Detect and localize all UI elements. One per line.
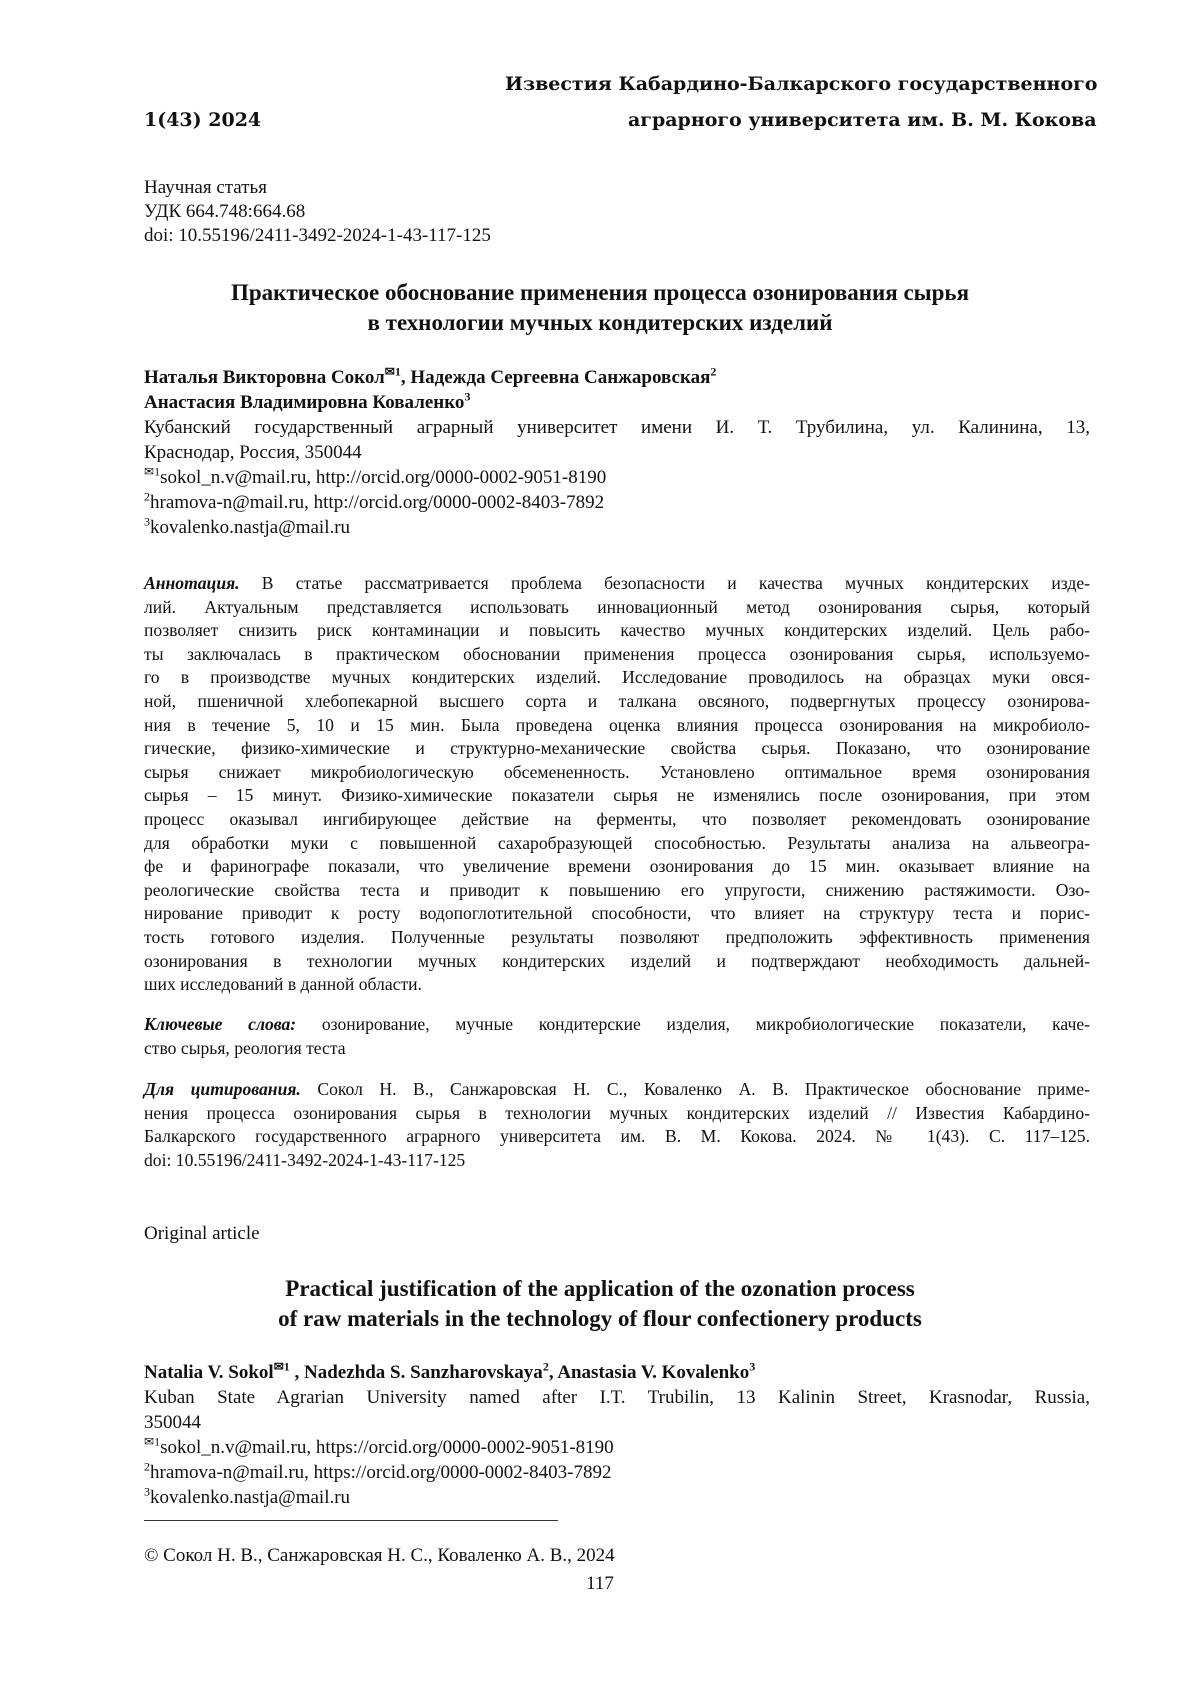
keywords-line xyxy=(144,1013,1090,1037)
citation-line: doi: 10.55196/2411-3492-2024-1-43-117-125 xyxy=(144,1149,466,1170)
contact-en-2 xyxy=(144,1461,611,1485)
abstract-line: ной, пшеничной хлебопекарной высшего сорта и талкана овсяного, подвергнутых процессу озонирова- xyxy=(144,690,1090,711)
contact-ru-1 xyxy=(144,466,606,490)
page-number: 117 xyxy=(586,1573,614,1594)
author-sup: 2 xyxy=(542,1359,549,1374)
contact-email[interactable]: kovalenko.nastja@mail.ru xyxy=(150,517,351,538)
abstract-line: ния в течение 5, 10 и 15 мин. Была проведена оценка влияния процесса озонирования на микробиоло- xyxy=(144,714,1090,735)
affiliation-ru-line1: Кубанский государственный аграрный университет имени И. Т. Трубилина, ул. Калинина, 13, xyxy=(144,417,1090,438)
contact-sup: 2 xyxy=(144,1459,150,1474)
envelope-icon: ✉ xyxy=(384,364,395,379)
udk: УДК 664.748:664.68 xyxy=(144,201,306,222)
abstract-line: сырья – 15 минут. Физико-химические показатели сырья не изменялись после озонирования, при этом xyxy=(144,785,1090,806)
abstract-line: го в производстве мучных кондитерских изделий. Исследование проводилось на образцах муки овся- xyxy=(144,667,1090,688)
title-en-line1: Practical justification of the application of the ozonation process xyxy=(285,1276,915,1301)
contact-email[interactable]: kovalenko.nastja@mail.ru xyxy=(150,1487,351,1508)
authors-ru-line1 xyxy=(144,366,716,390)
contact-email-orcid[interactable]: hramova-n@mail.ru, http://orcid.org/0000-0002-8403-7892 xyxy=(150,492,605,513)
contact-email-orcid[interactable]: hramova-n@mail.ru, https://orcid.org/0000-0002-8403-7892 xyxy=(150,1462,612,1483)
journal-name-line1: Известия Кабардино-Балкарского государственного xyxy=(505,73,1098,95)
contact-en-3 xyxy=(144,1486,350,1510)
abstract-line: ших исследований в данной области. xyxy=(144,974,422,995)
abstract-line: озонирования в технологии мучных кондитерских изделий и подтверждают необходимость дальней- xyxy=(144,950,1090,971)
abstract-line xyxy=(144,572,1090,596)
citation-line xyxy=(144,1078,1090,1102)
citation-label: Для цитирования. xyxy=(144,1079,301,1099)
abstract-line: тость готового изделия. Полученные результаты позволяют предположить эффективность применения xyxy=(144,926,1090,947)
contact-ru-2 xyxy=(144,491,604,515)
author-name: , Anastasia V. Kovalenko xyxy=(548,1362,750,1383)
abstract-ru xyxy=(144,572,1090,997)
keywords-line: ство сырья, реология теста xyxy=(144,1037,346,1058)
contact-email-orcid[interactable]: sokol_n.v@mail.ru, https://orcid.org/0000-0002-9051-8190 xyxy=(160,1437,614,1458)
contact-sup: 2 xyxy=(144,489,150,504)
keywords-ru xyxy=(144,1013,1090,1060)
affiliation-ru-line2: Краснодар, Россия, 350044 xyxy=(144,442,362,463)
article-type-ru: Научная статья xyxy=(144,177,267,198)
issue-number: 1(43) 2024 xyxy=(144,109,262,131)
affiliation-en-line1: Kuban State Agrarian University named after I.T. Trubilin, 13 Kalinin Street, Krasnodar, Russia, xyxy=(144,1387,1090,1408)
envelope-icon: ✉ xyxy=(144,464,155,479)
abstract-line: процесс оказывал ингибирующее действие на ферменты, что позволяет рекомендовать озонирование xyxy=(144,808,1090,829)
title-en-line2: of raw materials in the technology of flour confectionery products xyxy=(278,1306,922,1331)
citation-ru xyxy=(144,1078,1090,1172)
contact-ru-3 xyxy=(144,516,350,540)
author-sup: 2 xyxy=(710,364,717,379)
authors-ru-line2 xyxy=(144,391,470,415)
title-ru-line2: в технологии мучных кондитерских изделий xyxy=(367,310,833,335)
affiliation-en-line2: 350044 xyxy=(144,1412,201,1433)
abstract-line: лий. Актуальным представляется использовать инновационный метод озонирования сырья, который xyxy=(144,596,1090,617)
keywords-label: Ключевые слова: xyxy=(144,1014,297,1034)
doi-ru: doi: 10.55196/2411-3492-2024-1-43-117-125 xyxy=(144,225,491,246)
envelope-icon: ✉ xyxy=(273,1359,284,1374)
abstract-line: гические, физико-химические и структурно-механические свойства сырья. Показано, что озонирование xyxy=(144,738,1090,759)
article-type-en: Original article xyxy=(144,1223,260,1244)
author-sup: 1 xyxy=(394,364,401,379)
contact-en-1 xyxy=(144,1436,614,1460)
authors-en xyxy=(144,1361,755,1385)
keywords-text: озонирование, мучные кондитерские изделия, микробиологические показатели, каче- xyxy=(296,1014,1090,1034)
author-sup: 3 xyxy=(749,1359,756,1374)
contact-email-orcid[interactable]: sokol_n.v@mail.ru, http://orcid.org/0000-0002-9051-8190 xyxy=(160,467,607,488)
abstract-line: позволяет снизить риск контаминации и повысить качество мучных кондитерских изделий. Цель рабо- xyxy=(144,620,1090,641)
author-sup: 3 xyxy=(464,389,471,404)
abstract-line: реологические свойства теста и приводит к повышению его упругости, снижению растяжимости. Озо- xyxy=(144,879,1090,900)
abstract-line: ты заключалась в практическом обосновании применения процесса озонирования сырья, используемо- xyxy=(144,643,1090,664)
citation-line: Балкарского государственного аграрного университета им. В. М. Кокова. 2024. № 1(43). С. 117–125. xyxy=(144,1126,1090,1147)
citation-text: Сокол Н. В., Санжаровская Н. С., Коваленко А. В. Практическое обоснование приме- xyxy=(300,1079,1090,1099)
abstract-line: фе и фаринографе показали, что увеличение времени озонирования до 15 мин. оказывает влияние на xyxy=(144,856,1090,877)
citation-line: нения процесса озонирования сырья в технологии мучных кондитерских изделий // Известия Кабардино- xyxy=(144,1102,1090,1123)
contact-sup: 1 xyxy=(154,1434,161,1449)
author-name: , Nadezhda S. Sanzharovskaya xyxy=(289,1362,543,1383)
author-name: , Надежда Сергеевна Санжаровская xyxy=(400,367,711,388)
contact-sup: 1 xyxy=(154,464,161,479)
author-name: Наталья Викторовна Сокол xyxy=(144,367,385,388)
footnote-divider xyxy=(144,1520,558,1521)
abstract-line: сырья снижает микробиологическую обсемененность. Установлено оптимальное время озонирования xyxy=(144,761,1090,782)
journal-name-line2: аграрного университета им. В. М. Кокова xyxy=(628,109,1097,131)
author-name: Анастасия Владимировна Коваленко xyxy=(144,392,465,413)
contact-sup: 3 xyxy=(144,514,150,529)
copyright: © Сокол Н. В., Санжаровская Н. С., Коваленко А. В., 2024 xyxy=(144,1545,615,1566)
abstract-label: Аннотация. xyxy=(144,573,240,593)
envelope-icon: ✉ xyxy=(144,1434,155,1449)
author-name: Natalia V. Sokol xyxy=(144,1362,274,1383)
abstract-line: для обработки муки с повышенной сахаробразующей способностью. Результаты анализа на альвеогра- xyxy=(144,832,1090,853)
abstract-line: нирование приводит к росту водопоглотительной способности, что влияет на структуру теста и порис- xyxy=(144,903,1090,924)
abstract-text: В статье рассматривается проблема безопасности и качества мучных кондитерских изде- xyxy=(239,573,1090,593)
title-ru-line1: Практическое обоснование применения процесса озонирования сырья xyxy=(230,280,970,305)
contact-sup: 3 xyxy=(144,1484,150,1499)
author-sup: 1 xyxy=(283,1359,290,1374)
